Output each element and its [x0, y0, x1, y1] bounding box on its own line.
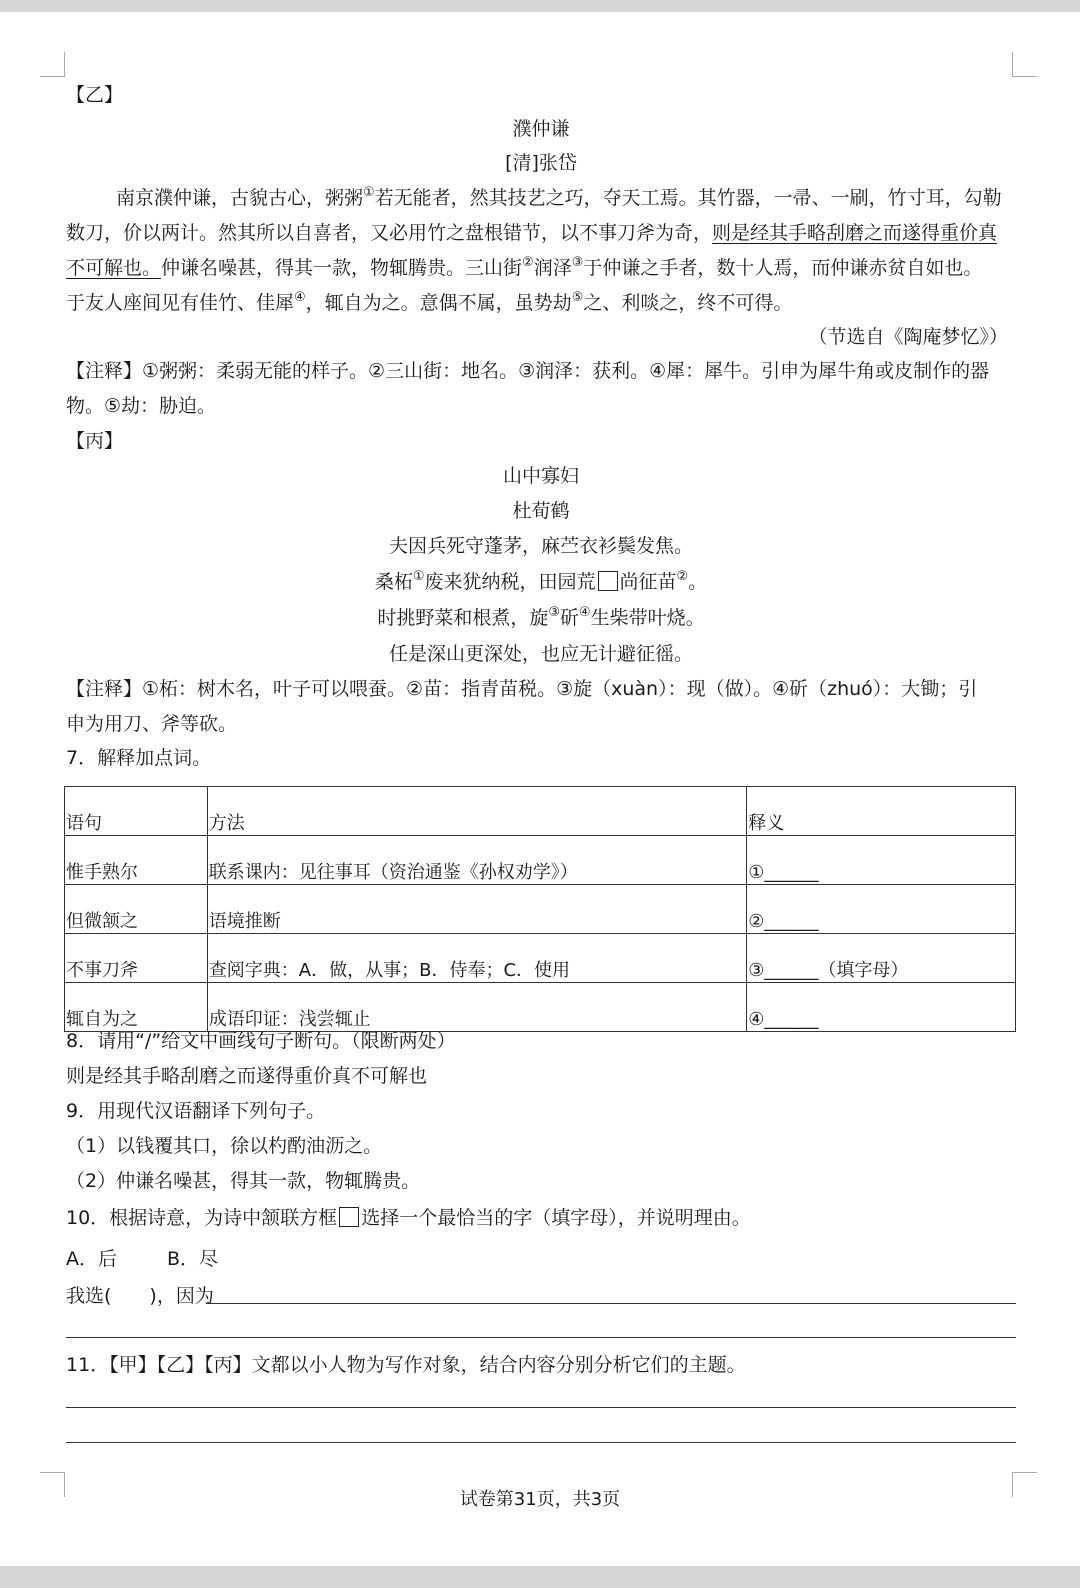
question-8-sentence: 则是经其手略刮磨之而遂得重价真不可解也 — [66, 1065, 428, 1087]
question-9-item-1: （1）以钱覆其口，徐以杓酌油沥之。 — [66, 1135, 383, 1157]
page-footer: 试卷第31页，共3页 — [459, 1489, 621, 1510]
table-cell: 查阅字典：A．做，从事；B．侍奉；C．使用 — [207, 934, 747, 983]
passage-line-3: 不可解也。仲谦名噪甚，得其一款，物辄腾贵。三山街②润泽③于仲谦之手者，数十人焉，而仲谦赤贫自如也。 — [66, 255, 983, 279]
question-9-item-2: （2）仲谦名噪甚，得其一款，物辄腾贵。 — [66, 1170, 421, 1192]
notes-yi-line-2: 物。⑤劫：胁迫。 — [66, 395, 217, 417]
question-9-prompt: 9．用现代汉语翻译下列句子。 — [66, 1100, 326, 1122]
table-cell: 联系课内：见往事耳（资治通鉴《孙权劝学》） — [207, 836, 747, 885]
question-10-options — [66, 1246, 218, 1272]
viewer-top-bar — [0, 0, 1080, 12]
underlined-sentence-part-1: 则是经其手略刮磨之而遂得重价真 — [712, 222, 998, 244]
option-a: A．后 — [66, 1248, 117, 1270]
table-cell: 成语印证：浅尝辄止 — [207, 983, 747, 1032]
answer-blank[interactable]: ④______ — [747, 983, 1016, 1032]
poem-line-2: 桑柘①废来犹纳税，田园荒 尚征苗②。 — [374, 569, 708, 593]
notes-bing-line-1: 【注释】①柘：树木名，叶子可以喂蚕。②苗：指青苗税。③旋（xuàn）：现（做）。④斫（zhuó）：大锄；引 — [66, 678, 978, 700]
passage-line-4: 于友人座间见有佳竹、佳犀④，辄自为之。意偶不属，虽势劫⑤之、利啖之，终不可得。 — [66, 290, 793, 314]
table-header: 方法 — [207, 787, 747, 836]
question-10-prompt: 10．根据诗意，为诗中颔联方框 选择一个最恰当的字（填字母），并说明理由。 — [66, 1207, 751, 1229]
table-cell: 惟手熟尔 — [65, 836, 208, 885]
question-11-prompt: 11．【甲】【乙】【丙】文都以小人物为写作对象，结合内容分别分析它们的主题。 — [66, 1354, 746, 1376]
answer-blank[interactable]: ②______ — [747, 885, 1016, 934]
section-yi-author: [清]张岱 — [505, 152, 577, 174]
passage-line-2: 数刀，价以两计。然其所以自喜者，又必用竹之盘根错节，以不事刀斧为奇，则是经其手略刮磨之而遂得重价真 — [66, 222, 998, 244]
question-10-answer-prefix: 我选( )，因为 — [66, 1285, 214, 1307]
poem-author: 杜荀鹤 — [512, 500, 570, 522]
poem-line-4: 任是深山更深处，也应无计避征徭。 — [388, 643, 693, 665]
table-cell: 语境推断 — [207, 885, 747, 934]
table-row — [65, 934, 1016, 983]
passage-source: （节选自《陶庵梦忆》） — [808, 326, 1008, 348]
option-b: B．尽 — [167, 1248, 219, 1270]
underlined-sentence-part-2: 不可解也。 — [66, 257, 162, 279]
blank-box — [598, 571, 618, 591]
answer-blank[interactable]: ③______（填字母） — [747, 934, 1016, 983]
table-header: 语句 — [65, 787, 208, 836]
vocab-table — [64, 786, 1016, 1032]
poem-line-3: 时挑野菜和根煮，旋③斫④生柴带叶烧。 — [377, 605, 705, 629]
table-header: 释义 — [747, 787, 1016, 836]
table-cell: 不事刀斧 — [65, 934, 208, 983]
crop-mark-top-right — [1012, 52, 1037, 77]
answer-line[interactable] — [206, 1303, 1016, 1304]
table-row — [65, 983, 1016, 1032]
poem-line-1: 夫因兵死守蓬茅，麻苎衣衫鬓发焦。 — [388, 535, 693, 557]
section-bing-label: 【丙】 — [66, 430, 124, 452]
section-yi-title: 濮仲谦 — [512, 118, 570, 140]
blank-box — [339, 1207, 359, 1227]
answer-line[interactable] — [66, 1442, 1016, 1443]
table-row — [65, 885, 1016, 934]
table-header-row — [65, 787, 1016, 836]
passage-line-1: 南京濮仲谦，古貌古心，粥粥①若无能者，然其技艺之巧，夺天工焉。其竹器，一帚、一刷，竹寸耳，勾勒 — [116, 185, 1002, 209]
poem-title: 山中寡妇 — [502, 465, 579, 487]
notes-yi-line-1: 【注释】①粥粥：柔弱无能的样子。②三山街：地名。③润泽：获利。④犀：犀牛。引申为犀牛角或皮制作的器 — [66, 360, 990, 382]
answer-line[interactable] — [66, 1337, 1016, 1338]
table-cell: 辄自为之 — [65, 983, 208, 1032]
question-8-prompt: 8．请用“/”给文中画线句子断句。（限断两处） — [66, 1030, 456, 1052]
notes-bing-line-2: 申为用刀、斧等砍。 — [66, 713, 238, 735]
viewer-bottom-bar — [0, 1566, 1080, 1588]
question-7-prompt: 7．解释加点词。 — [66, 747, 212, 769]
table-cell: 但微颔之 — [65, 885, 208, 934]
section-yi-label: 【乙】 — [66, 84, 124, 106]
table-row — [65, 836, 1016, 885]
answer-blank[interactable]: ①______ — [747, 836, 1016, 885]
answer-line[interactable] — [66, 1407, 1016, 1408]
crop-mark-top-left — [40, 52, 65, 77]
